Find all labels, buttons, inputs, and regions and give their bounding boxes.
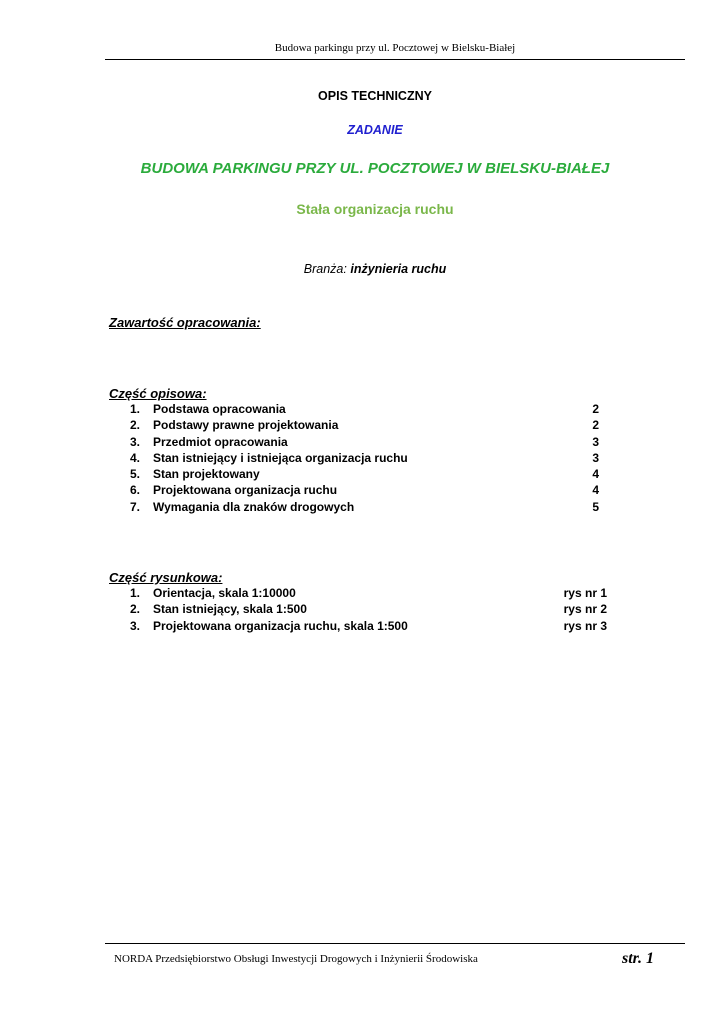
project-title: BUDOWA PARKINGU PRZY UL. POCZTOWEJ W BIELSKU-BIAŁEJ — [140, 160, 610, 177]
task-label: ZADANIE — [347, 123, 403, 137]
contents-heading: Zawartość opracowania: — [109, 315, 261, 330]
toc-item-title: Przedmiot opracowania — [153, 434, 288, 449]
drawing-item-title: Stan istniejący, skala 1:500 — [153, 602, 307, 617]
drawing-item-ref: rys nr 2 — [563, 602, 607, 617]
footer-company: NORDA Przedsiębiorstwo Obsługi Inwestycji Drogowych i Inżynierii Środowiska — [114, 953, 478, 965]
toc-item-title: Stan projektowany — [153, 467, 260, 482]
drawing-item-number: 1. — [130, 586, 141, 600]
descriptive-part-heading: Część opisowa: — [109, 386, 207, 401]
toc-item-page: 5 — [592, 499, 599, 514]
toc-item-number: 1. — [130, 402, 141, 416]
running-header: Budowa parkingu przy ul. Pocztowej w Bielsku-Białej — [274, 42, 516, 54]
toc-item-title: Stan istniejący i istniejąca organizacja ruchu — [153, 450, 408, 465]
toc-item-title: Podstawa opracowania — [153, 402, 286, 416]
toc-item-number: 7. — [130, 499, 141, 514]
toc-item-number: 4. — [130, 450, 141, 465]
toc-item-title: Podstawy prawne projektowania — [153, 418, 339, 433]
branch-line — [105, 262, 645, 276]
toc-item — [109, 483, 609, 499]
toc-item — [109, 451, 609, 467]
drawing-item-number: 2. — [130, 602, 141, 617]
toc-item — [109, 435, 609, 451]
toc-item-page: 3 — [592, 434, 599, 449]
drawing-part-list — [109, 586, 609, 635]
toc-item-number: 6. — [130, 483, 141, 498]
toc-item-page: 4 — [592, 467, 599, 482]
drawing-item — [109, 586, 609, 602]
drawing-item-title: Orientacja, skala 1:10000 — [153, 586, 296, 600]
branch-label: Branża: — [303, 262, 347, 276]
page-number: str. 1 — [621, 950, 654, 967]
toc-item — [109, 500, 609, 516]
branch-value: inżynieria ruchu — [350, 262, 447, 276]
drawing-item — [109, 602, 609, 618]
descriptive-part-list — [109, 402, 609, 516]
header-divider — [105, 59, 685, 60]
toc-item-number: 3. — [130, 434, 141, 449]
toc-item — [109, 418, 609, 434]
toc-item-page: 3 — [592, 450, 599, 465]
drawing-item — [109, 619, 609, 635]
toc-item — [109, 467, 609, 483]
toc-item-page: 2 — [592, 418, 599, 433]
drawing-item-ref: rys nr 1 — [563, 586, 607, 600]
drawing-part-heading: Część rysunkowa: — [109, 570, 223, 585]
drawing-item-number: 3. — [130, 618, 141, 633]
toc-item-title: Wymagania dla znaków drogowych — [153, 499, 355, 514]
toc-item-page: 4 — [592, 483, 599, 498]
toc-item-page: 2 — [592, 402, 599, 416]
toc-item — [109, 402, 609, 418]
document-subtitle: Stała organizacja ruchu — [296, 201, 454, 217]
footer-divider — [105, 943, 685, 944]
drawing-item-ref: rys nr 3 — [563, 618, 607, 633]
document-type: OPIS TECHNICZNY — [318, 89, 432, 103]
toc-item-number: 5. — [130, 467, 141, 482]
drawing-item-title: Projektowana organizacja ruchu, skala 1:500 — [153, 618, 408, 633]
toc-item-number: 2. — [130, 418, 141, 433]
toc-item-title: Projektowana organizacja ruchu — [153, 483, 338, 498]
